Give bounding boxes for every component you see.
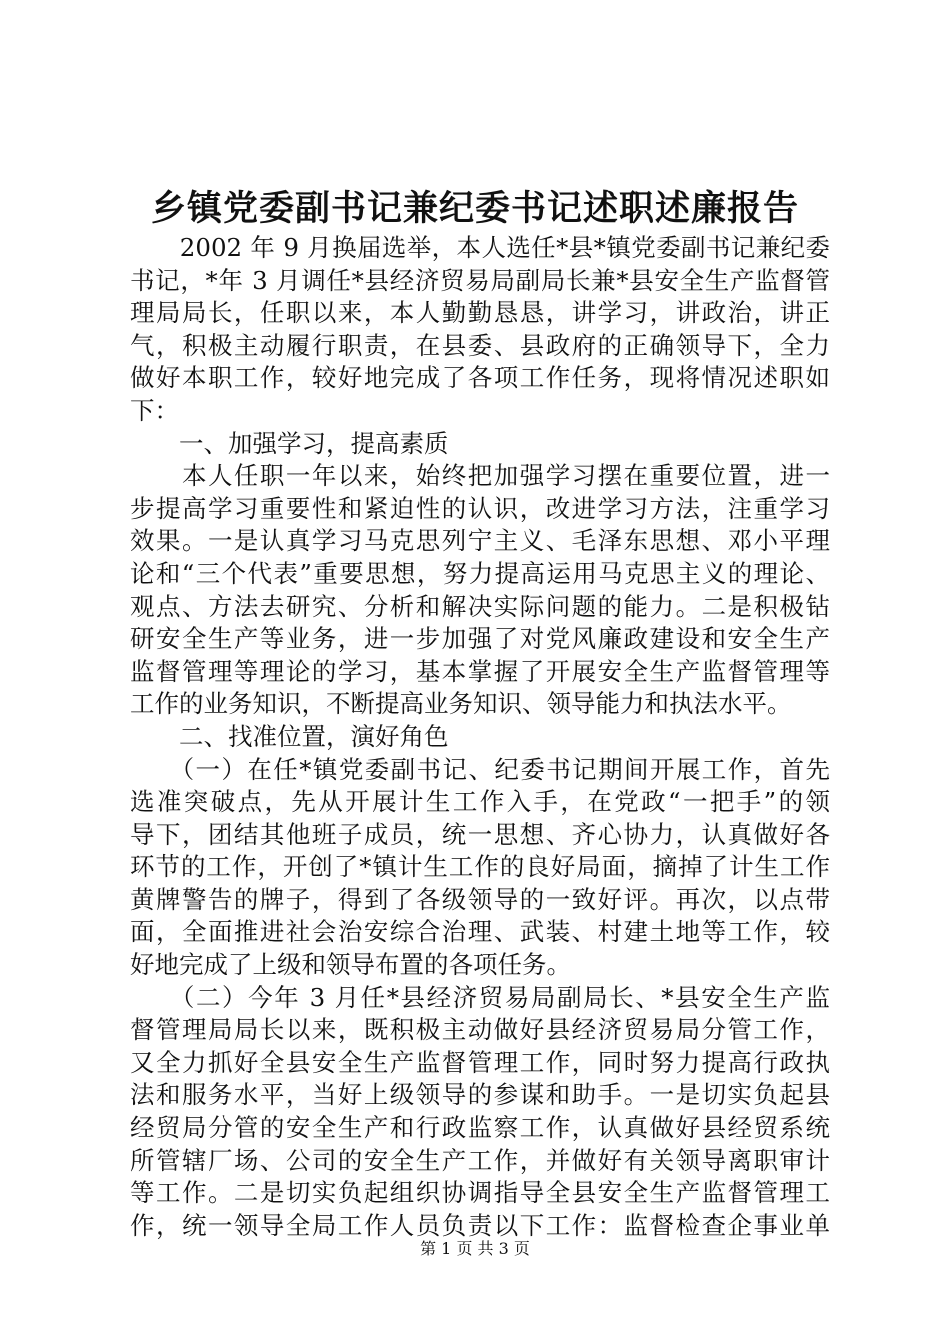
document-title: 乡镇党委副书记兼纪委书记述职述廉报告 — [150, 188, 799, 229]
body-line: 作，统一领导全局工作人员负责以下工作：监督检查企事业单 — [130, 1210, 830, 1240]
body-line: 等工作。二是切实负起组织协调指导全县安全生产监督管理工 — [130, 1178, 830, 1208]
body-line: 2002 年 9 月换届选举，本人选任*县*镇党委副书记兼纪委 — [130, 233, 830, 262]
body-line: 导下，团结其他班子成员，统一思想、齐心协力，认真做好各 — [130, 819, 830, 849]
body-line: 面，全面推进社会治安综合治理、武装、村建土地等工作，较 — [130, 917, 830, 947]
body-line: 二、找准位置，演好角色 — [130, 721, 449, 751]
body-line: 步提高学习重要性和紧迫性的认识，改进学习方法，注重学习 — [130, 493, 830, 523]
body-line: 选准突破点，先从开展计生工作入手，在党政“一把手”的领 — [130, 787, 830, 817]
body-line: 好地完成了上级和领导布置的各项任务。 — [130, 950, 571, 980]
body-line: 做好本职工作，较好地完成了各项工作任务，现将情况述职如 — [130, 363, 830, 393]
body-line: 研安全生产等业务，进一步加强了对党风廉政建设和安全生产 — [130, 624, 830, 654]
body-line: 工作的业务知识，不断提高业务知识、领导能力和执法水平。 — [130, 689, 792, 719]
body-line: （一）在任*镇党委副书记、纪委书记期间开展工作，首先 — [130, 754, 830, 784]
body-line: 观点、方法去研究、分析和解决实际问题的能力。二是积极钻 — [130, 591, 830, 621]
body-line: 书记，*年 3 月调任*县经济贸易局副局长兼*县安全生产监督管 — [130, 265, 830, 295]
body-line: 效果。一是认真学习马克思列宁主义、毛泽东思想、邓小平理 — [130, 526, 830, 556]
body-line: 督管理局局长以来，既积极主动做好县经济贸易局分管工作， — [130, 1015, 830, 1045]
body-line: 一、加强学习，提高素质 — [130, 428, 449, 458]
body-line: 本人任职一年以来，始终把加强学习摆在重要位置，进一 — [130, 461, 830, 491]
body-line: 环节的工作，开创了*镇计生工作的良好局面，摘掉了计生工作 — [130, 852, 830, 882]
body-line: 下： — [130, 395, 179, 425]
body-line: 法和服务水平，当好上级领导的参谋和助手。一是切实负起县 — [130, 1080, 830, 1110]
body-line: 又全力抓好全县安全生产监督管理工作，同时努力提高行政执 — [130, 1047, 830, 1077]
body-line: 理局局长，任职以来，本人勤勤恳恳，讲学习，讲政治，讲正 — [130, 298, 830, 328]
page-footer: 第 1 页 共 3 页 — [420, 1239, 530, 1258]
body-line: 论和“三个代表”重要思想，努力提高运用马克思主义的理论、 — [130, 558, 830, 588]
body-line: 气，积极主动履行职责，在县委、县政府的正确领导下，全力 — [130, 330, 830, 360]
body-line: 监督管理等理论的学习，基本掌握了开展安全生产监督管理等 — [130, 656, 830, 686]
document-body — [130, 232, 830, 1242]
body-line: 经贸局分管的安全生产和行政监察工作，认真做好县经贸系统 — [130, 1113, 830, 1143]
body-line: 所管辖厂场、公司的安全生产工作，并做好有关领导离职审计 — [130, 1145, 830, 1175]
body-line: 黄牌警告的牌子，得到了各级领导的一致好评。再次，以点带 — [130, 884, 830, 914]
body-line: （二）今年 3 月任*县经济贸易局副局长、*县安全生产监 — [130, 982, 830, 1012]
